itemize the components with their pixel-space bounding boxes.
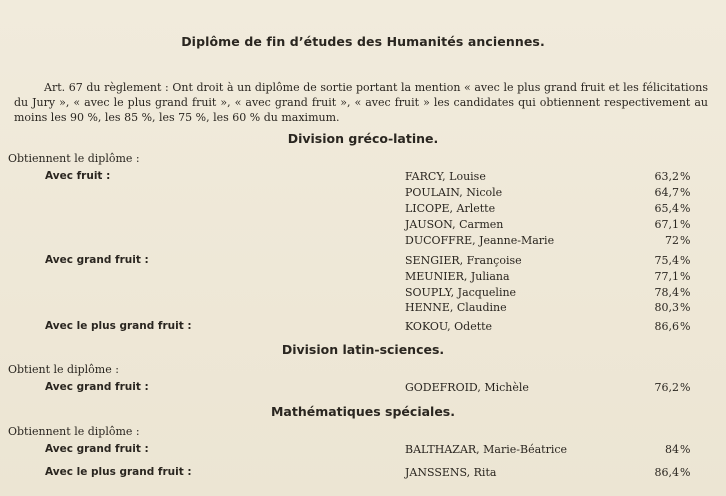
result-row	[0, 254, 726, 270]
result-row	[0, 381, 726, 397]
result-row	[0, 443, 726, 459]
student-name: LICOPE, Arlette	[405, 202, 496, 215]
result-category: Avec le plus grand fruit :	[45, 466, 192, 478]
section-title-latin-sciences: Division latin-sciences.	[281, 342, 445, 357]
student-name: BALTHAZAR, Marie-Béatrice	[405, 443, 568, 456]
article-paragraph: Art. 67 du règlement : Ont droit à un diplôme de sortie portant la mention « avec le plus grand fruit et les félicitations du Jury », « avec le plus grand fruit », « avec grand fruit », « avec fruit » les candidates qui obtiennent respectivement au moins les 90 %, les 85 %, les 75 %, les 60 % du maximum.	[14, 81, 708, 124]
section-intro: Obtient le diplôme :	[8, 363, 119, 376]
result-category: Avec fruit :	[45, 170, 111, 182]
student-name: FARCY, Louise	[405, 170, 486, 183]
percent-sign: %	[680, 286, 691, 299]
student-name: DUCOFFRE, Jeanne-Marie	[405, 234, 555, 247]
student-percent: 72	[665, 234, 679, 247]
percent-sign: %	[680, 202, 691, 215]
percent-sign: %	[680, 218, 691, 231]
result-row	[0, 234, 726, 250]
percent-sign: %	[680, 234, 691, 247]
student-name: POULAIN, Nicole	[405, 186, 503, 199]
result-category: Avec grand fruit :	[45, 254, 149, 266]
student-name: GODEFROID, Michèle	[405, 381, 529, 394]
percent-sign: %	[680, 186, 691, 199]
percent-sign: %	[680, 170, 691, 183]
result-row	[0, 170, 726, 186]
section-intro: Obtiennent le diplôme :	[8, 425, 140, 438]
student-percent: 86,6	[654, 320, 679, 333]
student-percent: 76,2	[654, 381, 679, 394]
percent-sign: %	[680, 301, 691, 314]
result-category: Avec grand fruit :	[45, 381, 149, 393]
student-name: HENNE, Claudine	[405, 301, 507, 314]
student-percent: 84	[665, 443, 679, 456]
section-title-mathematiques-speciales: Mathématiques spéciales.	[270, 404, 455, 419]
result-row	[0, 286, 726, 302]
percent-sign: %	[680, 320, 691, 333]
student-percent: 67,1	[654, 218, 679, 231]
student-percent: 86,4	[654, 466, 679, 479]
student-name: SENGIER, Françoise	[405, 254, 522, 267]
student-percent: 64,7	[654, 186, 679, 199]
result-row	[0, 218, 726, 234]
result-row	[0, 466, 726, 482]
section-title-greco-latine: Division gréco-latine.	[287, 131, 439, 146]
student-percent: 65,4	[654, 202, 679, 215]
student-name: MEUNIER, Juliana	[405, 270, 510, 283]
result-category: Avec grand fruit :	[45, 443, 149, 455]
percent-sign: %	[680, 254, 691, 267]
student-name: KOKOU, Odette	[405, 320, 493, 333]
result-row	[0, 186, 726, 202]
percent-sign: %	[680, 270, 691, 283]
student-percent: 63,2	[654, 170, 679, 183]
result-row	[0, 202, 726, 218]
student-name: SOUPLY, Jacqueline	[405, 286, 517, 299]
result-row	[0, 320, 726, 336]
student-name: JANSSENS, Rita	[405, 466, 497, 479]
section-intro: Obtiennent le diplôme :	[8, 152, 140, 165]
student-percent: 78,4	[654, 286, 679, 299]
student-percent: 75,4	[654, 254, 679, 267]
document-title: Diplôme de fin d’études des Humanités anciennes.	[181, 34, 545, 49]
result-row	[0, 301, 726, 317]
result-category: Avec le plus grand fruit :	[45, 320, 192, 332]
student-percent: 77,1	[654, 270, 679, 283]
percent-sign: %	[680, 381, 691, 394]
percent-sign: %	[680, 466, 691, 479]
student-percent: 80,3	[654, 301, 679, 314]
student-name: JAUSON, Carmen	[405, 218, 504, 231]
result-row	[0, 270, 726, 286]
percent-sign: %	[680, 443, 691, 456]
